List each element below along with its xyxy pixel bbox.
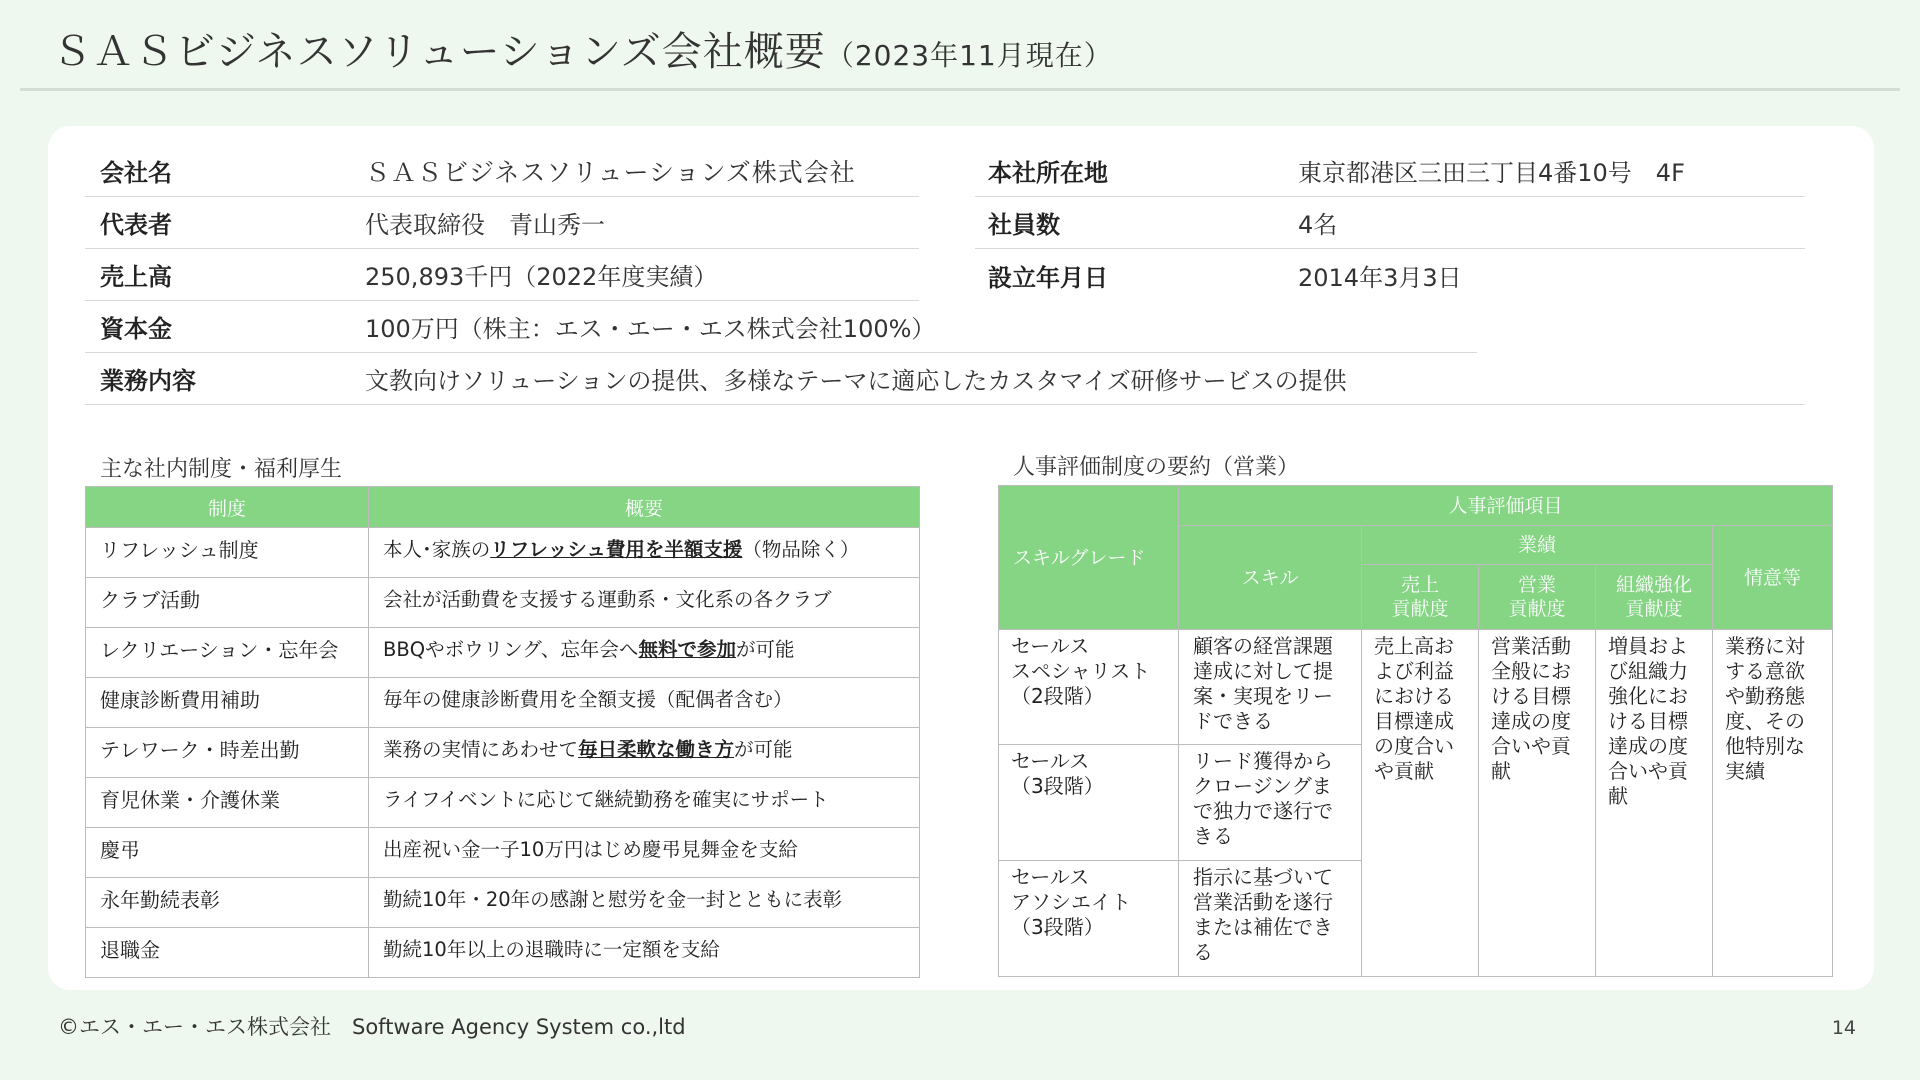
welfare-summary-text: 勤続10年・20年の感謝と慰労を金一封とともに表彰: [383, 888, 843, 911]
welfare-summary-cell: [369, 528, 920, 578]
welfare-system-cell: レクリエーション・忘年会: [86, 628, 369, 678]
evaluation-table: [998, 485, 1833, 977]
welfare-summary-text: 会社が活動費を支援する運動系・文化系の各クラブ: [383, 588, 832, 611]
welfare-summary-cell: [369, 578, 920, 628]
welfare-system-cell: 慶弔: [86, 828, 369, 878]
skill-cell: 顧客の経営課題達成に対して提案・実現をリードできる: [1179, 630, 1362, 745]
welfare-summary-emphasis: リフレッシュ費用を半額支援: [490, 538, 743, 561]
welfare-summary-text: （物品除く）: [742, 538, 860, 561]
welfare-summary-emphasis: 無料で参加: [638, 638, 736, 661]
overview-label: 代表者: [100, 211, 172, 239]
evaluation-col-passion: 情意等: [1713, 526, 1833, 630]
overview-row-capital: [85, 301, 1477, 353]
welfare-summary-text: 出産祝い金一子10万円はじめ慶弔見舞金を支給: [383, 838, 798, 861]
sales-contribution-cell: 売上高および利益における目標達成の度合いや貢献: [1362, 630, 1479, 977]
welfare-summary-cell: [369, 628, 920, 678]
evaluation-col-results: 業績: [1362, 526, 1713, 565]
grade-cell: セールス アソシエイト （3段階）: [999, 861, 1179, 977]
welfare-row: [86, 528, 920, 578]
overview-label: 業務内容: [100, 367, 196, 395]
welfare-summary-text: が可能: [734, 738, 793, 761]
overview-row-headquarters: [975, 145, 1805, 197]
overview-value: 2014年3月3日: [1298, 263, 1462, 292]
evaluation-col-items: 人事評価項目: [1179, 486, 1833, 526]
overview-label: 社員数: [988, 211, 1060, 239]
welfare-header-row: [86, 487, 920, 528]
welfare-summary-text: 本人･家族の: [383, 538, 491, 561]
page-title: [52, 20, 1113, 77]
welfare-row: [86, 778, 920, 828]
grade-cell: セールス （3段階）: [999, 745, 1179, 861]
title-date: （2023年11月現在）: [825, 39, 1113, 72]
overview-value: 文教向けソリューションの提供、多様なテーマに適応したカスタマイズ研修サービスの提供: [365, 367, 1347, 395]
welfare-col-summary: 概要: [369, 487, 920, 528]
overview-label: 設立年月日: [988, 263, 1108, 292]
evaluation-col-grade: スキルグレード: [999, 486, 1179, 630]
welfare-caption: 主な社内制度・福利厚生: [100, 457, 343, 482]
overview-value: 東京都港区三田三丁目4番10号 4F: [1298, 159, 1685, 187]
welfare-summary-text: 毎年の健康診断費用を全額支援（配偶者含む）: [383, 688, 793, 711]
evaluation-col-business: 営業 貢献度: [1479, 565, 1596, 630]
evaluation-col-org: 組織強化 貢献度: [1596, 565, 1713, 630]
welfare-col-system: 制度: [86, 487, 369, 528]
overview-row-representative: [85, 197, 919, 249]
overview-value: 250,893千円（2022年度実績）: [365, 263, 718, 291]
overview-row-company-name: [85, 145, 919, 197]
welfare-row: [86, 878, 920, 928]
evaluation-col-skill: スキル: [1179, 526, 1362, 630]
passion-cell: 業務に対する意欲や勤務態度、その他特別な実績: [1713, 630, 1833, 977]
welfare-system-cell: クラブ活動: [86, 578, 369, 628]
welfare-summary-text: BBQやボウリング、忘年会へ: [383, 638, 639, 661]
welfare-summary-text: が可能: [735, 638, 795, 661]
overview-label: 売上高: [100, 263, 172, 291]
welfare-row: [86, 628, 920, 678]
welfare-system-cell: リフレッシュ制度: [86, 528, 369, 578]
footer-copyright: ©エス・エー・エス株式会社 Software Agency System co.,ltd: [58, 1015, 686, 1039]
grade-cell: セールス スペシャリスト （2段階）: [999, 630, 1179, 745]
skill-cell: 指示に基づいて営業活動を遂行または補佐できる: [1179, 861, 1362, 977]
business-contribution-cell: 営業活動全般における目標達成の度合いや貢献: [1479, 630, 1596, 977]
welfare-row: [86, 678, 920, 728]
overview-value: ＳＡＳビジネスソリューションズ株式会社: [365, 157, 856, 187]
welfare-summary-cell: [369, 878, 920, 928]
title-main: ＳＡＳビジネスソリューションズ会社概要: [52, 29, 826, 75]
welfare-system-cell: 永年勤続表彰: [86, 878, 369, 928]
evaluation-col-sales: 売上 貢献度: [1362, 565, 1479, 630]
welfare-summary-cell: [369, 778, 920, 828]
welfare-row: [86, 928, 920, 978]
evaluation-row-specialist: [999, 630, 1833, 745]
welfare-summary-cell: [369, 928, 920, 978]
skill-cell: リード獲得からクロージングまで独力で遂行できる: [1179, 745, 1362, 861]
title-divider: [20, 88, 1900, 91]
welfare-system-cell: 育児休業・介護休業: [86, 778, 369, 828]
page-number: 14: [1831, 1017, 1856, 1039]
overview-row-founded: [975, 249, 1805, 301]
welfare-row: [86, 828, 920, 878]
welfare-row: [86, 728, 920, 778]
welfare-summary-cell: [369, 728, 920, 778]
welfare-summary-cell: [369, 828, 920, 878]
org-contribution-cell: 増員および組織力強化における目標達成の度合いや貢献: [1596, 630, 1713, 977]
evaluation-caption: 人事評価制度の要約（営業）: [1013, 455, 1300, 480]
overview-row-employees: [975, 197, 1805, 249]
overview-value: 100万円（株主：エス・エー・エス株式会社100%）: [365, 315, 936, 343]
welfare-system-cell: テレワーク・時差出勤: [86, 728, 369, 778]
welfare-system-cell: 退職金: [86, 928, 369, 978]
welfare-summary-text: ライフイベントに応じて継続勤務を確実にサポート: [383, 788, 829, 811]
overview-row-business: [85, 353, 1805, 405]
welfare-summary-cell: [369, 678, 920, 728]
overview-label: 会社名: [100, 159, 172, 187]
overview-row-sales: [85, 249, 919, 301]
welfare-summary-text: 業務の実情にあわせて: [383, 738, 579, 761]
overview-label: 本社所在地: [988, 159, 1108, 187]
welfare-summary-emphasis: 毎日柔軟な働き方: [578, 738, 735, 761]
overview-value: 代表取締役 青山秀一: [365, 211, 605, 239]
welfare-row: [86, 578, 920, 628]
welfare-system-cell: 健康診断費用補助: [86, 678, 369, 728]
welfare-table: [85, 486, 920, 978]
welfare-summary-text: 勤続10年以上の退職時に一定額を支給: [383, 938, 720, 961]
overview-value: 4名: [1298, 211, 1338, 239]
overview-label: 資本金: [100, 315, 172, 343]
